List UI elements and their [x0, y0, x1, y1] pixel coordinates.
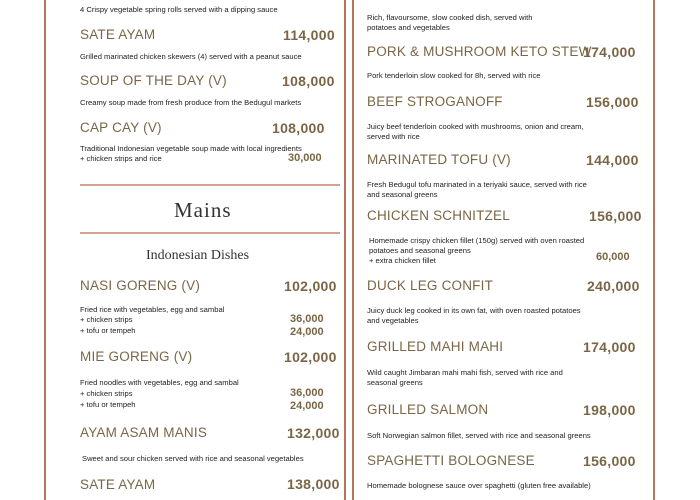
item-price: 114,000: [283, 27, 335, 43]
item-addon: + extra chicken fillet: [369, 256, 436, 265]
item-addon-price: 60,000: [596, 251, 630, 263]
center-left-border: [344, 0, 346, 500]
item-price: 174,000: [583, 339, 636, 355]
item-addon: + chicken strips and rice: [80, 154, 162, 163]
item-price: 156,000: [586, 94, 639, 110]
item-desc: Homemade bolognese sauce over spaghetti (gluten free available): [367, 481, 591, 490]
item-name: BEEF STROGANOFF: [367, 94, 503, 109]
item-addon-price: 30,000: [288, 152, 322, 164]
item-name: GRILLED SALMON: [367, 402, 489, 417]
right-border: [653, 0, 655, 500]
item-name: MARINATED TOFU (V): [367, 152, 511, 167]
item-desc: Juicy duck leg cooked in its own fat, with oven roasted potatoes: [367, 306, 581, 315]
item-desc: Fried rice with vegetables, egg and sambal: [80, 305, 225, 314]
top-desc-line: Rich, flavoursome, slow cooked dish, served with: [367, 13, 533, 22]
item-desc: Homemade crispy chicken fillet (150g) served with oven roasted: [369, 236, 585, 245]
item-price: 198,000: [583, 402, 636, 418]
addon-label: + chicken strips: [80, 315, 133, 324]
item-desc: Pork tenderloin slow cooked for 8h, served with rice: [367, 71, 541, 80]
item-desc: Creamy soup made from fresh produce from the Bedugul markets: [80, 98, 302, 107]
item-price: 102,000: [284, 349, 337, 365]
item-price: 132,000: [287, 425, 340, 441]
item-price: 156,000: [589, 208, 642, 224]
item-desc: seasonal greens: [367, 378, 423, 387]
addon-price: 36,000: [290, 387, 324, 399]
item-name: MIE GORENG (V): [80, 349, 193, 364]
item-price: 108,000: [282, 73, 335, 89]
item-name: CAP CAY (V): [80, 120, 162, 135]
spring-rolls-desc: 4 Crispy vegetable spring rolls served with a dipping sauce: [80, 5, 278, 14]
item-desc: and seasonal greens: [367, 190, 438, 199]
item-name: GRILLED MAHI MAHI: [367, 339, 504, 354]
item-price: 102,000: [284, 278, 337, 294]
center-right-border: [352, 0, 354, 500]
section-rule-top: [80, 184, 340, 186]
item-name: PORK & MUSHROOM KETO STEW: [367, 44, 592, 59]
item-desc: Fresh Bedugul tofu marinated in a teriyaki sauce, served with rice: [367, 180, 587, 189]
item-desc: Grilled marinated chicken skewers (4) served with a peanut sauce: [80, 52, 302, 61]
addon-label: + tofu or tempeh: [80, 400, 136, 409]
item-price: 240,000: [587, 278, 640, 294]
item-desc: Sweet and sour chicken served with rice and seasonal vegetables: [82, 454, 304, 463]
item-name: CHICKEN SCHNITZEL: [367, 208, 510, 223]
item-price: 174,000: [583, 44, 636, 60]
item-desc: served with rice: [367, 132, 420, 141]
item-name: SATE AYAM: [80, 477, 156, 492]
addon-price: 36,000: [290, 313, 324, 325]
item-price: 144,000: [586, 152, 639, 168]
item-desc: Juicy beef tenderloin cooked with mushrooms, onion and cream,: [367, 122, 584, 131]
item-name: SPAGHETTI BOLOGNESE: [367, 453, 535, 468]
addon-price: 24,000: [290, 326, 324, 338]
addon-label: + chicken strips: [80, 389, 133, 398]
item-name: NASI GORENG (V): [80, 278, 201, 293]
section-title-mains: Mains: [174, 198, 232, 222]
left-border: [44, 0, 46, 500]
item-price: 156,000: [583, 453, 636, 469]
item-desc: Traditional Indonesian vegetable soup made with local ingredients: [80, 144, 302, 153]
item-name: SOUP OF THE DAY (V): [80, 73, 227, 88]
addon-price: 24,000: [290, 400, 324, 412]
item-desc: potatoes and seasonal greens: [369, 246, 471, 255]
item-desc: and vegetables: [367, 316, 419, 325]
item-price: 138,000: [287, 476, 340, 492]
subsection-title: Indonesian Dishes: [146, 248, 250, 263]
item-desc: Wild caught Jimbaran mahi mahi fish, served with rice and: [367, 368, 563, 377]
item-name: AYAM ASAM MANIS: [80, 425, 208, 440]
section-rule-bottom: [80, 232, 340, 234]
top-desc-line: potatoes and vegetables: [367, 23, 450, 32]
item-price: 108,000: [272, 120, 325, 136]
item-name: SATE AYAM: [80, 27, 156, 42]
item-desc: Fried noodles with vegetables, egg and sambal: [80, 378, 239, 387]
item-name: DUCK LEG CONFIT: [367, 278, 494, 293]
item-desc: Soft Norwegian salmon fillet, served with rice and seasonal greens: [367, 431, 591, 440]
addon-label: + tofu or tempeh: [80, 326, 136, 335]
